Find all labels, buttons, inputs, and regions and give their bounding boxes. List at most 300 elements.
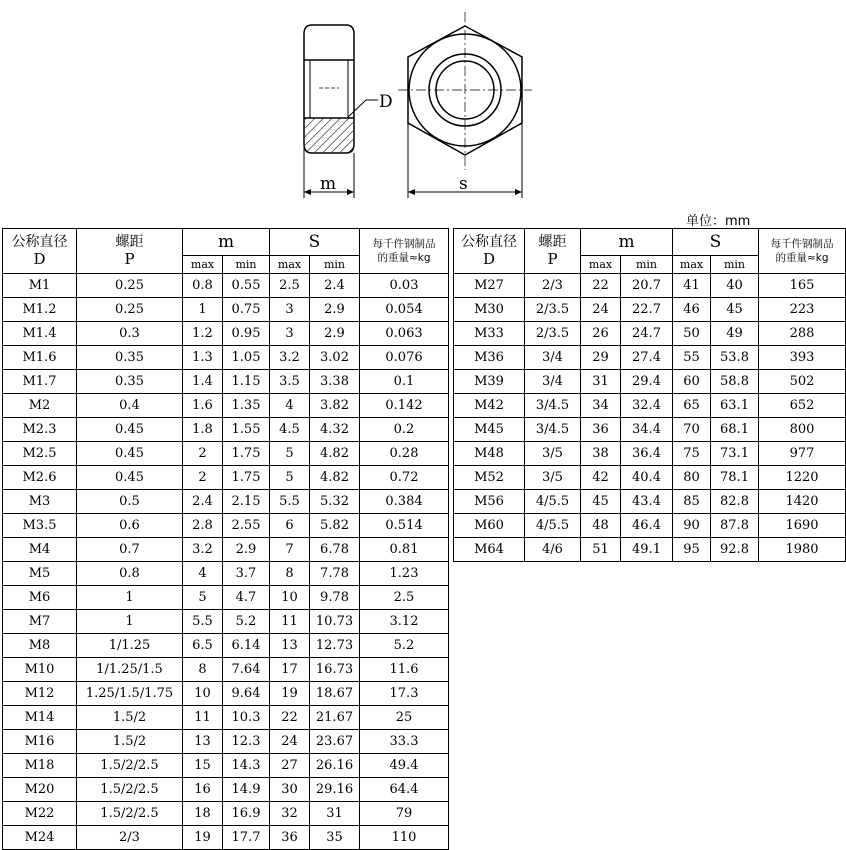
cell-s-min: 21.67 (310, 706, 360, 730)
cell-m-min: 14.3 (223, 754, 270, 778)
table-row (454, 490, 846, 514)
cell-s-min: 63.1 (711, 394, 759, 418)
cell-weight: 3.12 (360, 610, 449, 634)
cell-nominal: M2.3 (3, 418, 77, 442)
cell-s-min: 40 (711, 274, 759, 298)
cell-m-min: 12.3 (223, 730, 270, 754)
header-s-max: max (270, 256, 310, 274)
cell-pitch: 4/5.5 (525, 514, 581, 538)
cell-weight: 0.514 (360, 514, 449, 538)
table-row (454, 514, 846, 538)
cell-nominal: M22 (3, 802, 77, 826)
label-s: s (459, 174, 468, 194)
header-m-min: min (621, 256, 673, 274)
cell-m-min: 14.9 (223, 778, 270, 802)
spec-table-right (453, 228, 846, 562)
cell-m-max: 22 (581, 274, 621, 298)
table-row (3, 370, 449, 394)
cell-pitch: 1 (77, 586, 183, 610)
table-row (454, 394, 846, 418)
cell-s-max: 70 (673, 418, 711, 442)
cell-weight: 0.28 (360, 442, 449, 466)
cell-s-min: 35 (310, 826, 360, 850)
cell-m-min: 2.55 (223, 514, 270, 538)
cell-nominal: M6 (3, 586, 77, 610)
cell-m-max: 1.6 (183, 394, 223, 418)
cell-s-max: 17 (270, 658, 310, 682)
cell-s-min: 4.82 (310, 442, 360, 466)
table-row (454, 274, 846, 298)
cell-nominal: M1 (3, 274, 77, 298)
cell-pitch: 4/5.5 (525, 490, 581, 514)
cell-m-max: 38 (581, 442, 621, 466)
cell-pitch: 0.35 (77, 370, 183, 394)
table-row (3, 466, 449, 490)
table-row (454, 418, 846, 442)
header-m: m (183, 229, 270, 256)
hex-nut-drawing (0, 0, 846, 212)
table-row (3, 634, 449, 658)
cell-s-min: 18.67 (310, 682, 360, 706)
table-row (3, 610, 449, 634)
cell-pitch: 1/1.25/1.5 (77, 658, 183, 682)
cell-s-max: 5 (270, 442, 310, 466)
cell-m-min: 1.55 (223, 418, 270, 442)
cell-weight: 49.4 (360, 754, 449, 778)
cell-pitch: 0.35 (77, 346, 183, 370)
cell-m-max: 24 (581, 298, 621, 322)
cell-m-max: 29 (581, 346, 621, 370)
cell-nominal: M30 (454, 298, 525, 322)
cell-m-min: 17.7 (223, 826, 270, 850)
cell-m-max: 1.2 (183, 322, 223, 346)
table-row (454, 346, 846, 370)
cell-s-max: 50 (673, 322, 711, 346)
table-row (3, 682, 449, 706)
cell-m-max: 1 (183, 298, 223, 322)
nut-top-view (398, 12, 532, 198)
header-m-min: min (223, 256, 270, 274)
cell-nominal: M39 (454, 370, 525, 394)
cell-nominal: M20 (3, 778, 77, 802)
cell-nominal: M24 (3, 826, 77, 850)
cell-nominal: M60 (454, 514, 525, 538)
cell-s-max: 4 (270, 394, 310, 418)
cell-s-min: 92.8 (711, 538, 759, 562)
cell-m-max: 2 (183, 442, 223, 466)
header-weight: 每千件钢制品 的重量≈kg (360, 229, 449, 274)
cell-s-min: 5.32 (310, 490, 360, 514)
cell-m-min: 1.15 (223, 370, 270, 394)
cell-s-min: 78.1 (711, 466, 759, 490)
cell-s-max: 4.5 (270, 418, 310, 442)
cell-pitch: 0.6 (77, 514, 183, 538)
cell-m-min: 16.9 (223, 802, 270, 826)
cell-nominal: M7 (3, 610, 77, 634)
cell-m-min: 7.64 (223, 658, 270, 682)
header-m: m (581, 229, 673, 256)
table-row (3, 562, 449, 586)
header-pitch: 螺距 P (77, 229, 183, 274)
cell-m-max: 2.4 (183, 490, 223, 514)
table-row (454, 442, 846, 466)
cell-pitch: 0.7 (77, 538, 183, 562)
cell-weight: 33.3 (360, 730, 449, 754)
cell-m-max: 8 (183, 658, 223, 682)
cell-s-min: 9.78 (310, 586, 360, 610)
cell-m-min: 27.4 (621, 346, 673, 370)
cell-m-min: 3.7 (223, 562, 270, 586)
spec-table-left (2, 228, 449, 850)
cell-m-max: 26 (581, 322, 621, 346)
table-row (3, 586, 449, 610)
cell-m-min: 22.7 (621, 298, 673, 322)
cell-nominal: M14 (3, 706, 77, 730)
cell-m-max: 1.3 (183, 346, 223, 370)
cell-m-min: 1.05 (223, 346, 270, 370)
cell-m-max: 36 (581, 418, 621, 442)
label-d: D (379, 92, 393, 112)
cell-s-min: 5.82 (310, 514, 360, 538)
cell-s-min: 23.67 (310, 730, 360, 754)
cell-weight: 1220 (759, 466, 846, 490)
cell-m-min: 2.9 (223, 538, 270, 562)
table-row (3, 802, 449, 826)
cell-nominal: M16 (3, 730, 77, 754)
cell-s-max: 55 (673, 346, 711, 370)
cell-nominal: M1.2 (3, 298, 77, 322)
cell-nominal: M2 (3, 394, 77, 418)
cell-s-max: 11 (270, 610, 310, 634)
cell-nominal: M1.6 (3, 346, 77, 370)
cell-weight: 110 (360, 826, 449, 850)
cell-s-max: 46 (673, 298, 711, 322)
cell-weight: 800 (759, 418, 846, 442)
cell-pitch: 1/1.25 (77, 634, 183, 658)
cell-nominal: M48 (454, 442, 525, 466)
cell-m-min: 20.7 (621, 274, 673, 298)
cell-s-max: 95 (673, 538, 711, 562)
cell-pitch: 1.5/2 (77, 730, 183, 754)
cell-m-min: 10.3 (223, 706, 270, 730)
cell-nominal: M64 (454, 538, 525, 562)
cell-pitch: 1.5/2/2.5 (77, 802, 183, 826)
cell-m-max: 48 (581, 514, 621, 538)
cell-s-max: 80 (673, 466, 711, 490)
cell-m-max: 11 (183, 706, 223, 730)
cell-nominal: M1.4 (3, 322, 77, 346)
cell-s-min: 2.4 (310, 274, 360, 298)
cell-nominal: M2.5 (3, 442, 77, 466)
table-row (3, 346, 449, 370)
cell-s-max: 3 (270, 322, 310, 346)
cell-pitch: 0.3 (77, 322, 183, 346)
cell-nominal: M8 (3, 634, 77, 658)
cell-s-min: 4.82 (310, 466, 360, 490)
table-row (3, 394, 449, 418)
cell-m-max: 4 (183, 562, 223, 586)
table-row (3, 730, 449, 754)
cell-nominal: M42 (454, 394, 525, 418)
cell-s-min: 58.8 (711, 370, 759, 394)
header-s: S (673, 229, 759, 256)
cell-s-min: 2.9 (310, 298, 360, 322)
cell-s-max: 19 (270, 682, 310, 706)
cell-s-max: 8 (270, 562, 310, 586)
cell-m-max: 0.8 (183, 274, 223, 298)
cell-s-max: 27 (270, 754, 310, 778)
cell-s-max: 24 (270, 730, 310, 754)
cell-s-max: 13 (270, 634, 310, 658)
cell-m-max: 13 (183, 730, 223, 754)
cell-s-max: 6 (270, 514, 310, 538)
cell-s-min: 2.9 (310, 322, 360, 346)
cell-s-min: 53.8 (711, 346, 759, 370)
cell-nominal: M12 (3, 682, 77, 706)
cell-s-min: 68.1 (711, 418, 759, 442)
header-m-max: max (183, 256, 223, 274)
cell-nominal: M3 (3, 490, 77, 514)
cell-m-max: 1.8 (183, 418, 223, 442)
cell-m-max: 18 (183, 802, 223, 826)
cell-s-max: 5 (270, 466, 310, 490)
cell-m-min: 1.75 (223, 442, 270, 466)
cell-m-max: 1.4 (183, 370, 223, 394)
cell-m-min: 9.64 (223, 682, 270, 706)
table-row (3, 514, 449, 538)
cell-pitch: 3/5 (525, 442, 581, 466)
cell-m-min: 36.4 (621, 442, 673, 466)
table-row (3, 778, 449, 802)
cell-s-min: 3.02 (310, 346, 360, 370)
cell-s-min: 82.8 (711, 490, 759, 514)
cell-s-min: 73.1 (711, 442, 759, 466)
header-s-min: min (711, 256, 759, 274)
table-row (3, 706, 449, 730)
cell-weight: 1.23 (360, 562, 449, 586)
cell-nominal: M3.5 (3, 514, 77, 538)
cell-weight: 0.384 (360, 490, 449, 514)
cell-weight: 79 (360, 802, 449, 826)
cell-m-min: 46.4 (621, 514, 673, 538)
cell-s-min: 29.16 (310, 778, 360, 802)
cell-pitch: 1.25/1.5/1.75 (77, 682, 183, 706)
cell-weight: 0.063 (360, 322, 449, 346)
cell-m-max: 5.5 (183, 610, 223, 634)
cell-weight: 223 (759, 298, 846, 322)
cell-pitch: 1.5/2/2.5 (77, 778, 183, 802)
cell-pitch: 0.45 (77, 442, 183, 466)
label-m: m (320, 174, 337, 194)
cell-s-min: 16.73 (310, 658, 360, 682)
cell-pitch: 0.25 (77, 274, 183, 298)
cell-m-min: 5.2 (223, 610, 270, 634)
cell-pitch: 3/4 (525, 346, 581, 370)
cell-nominal: M27 (454, 274, 525, 298)
cell-m-max: 5 (183, 586, 223, 610)
cell-m-min: 32.4 (621, 394, 673, 418)
cell-s-max: 3.2 (270, 346, 310, 370)
cell-s-max: 90 (673, 514, 711, 538)
cell-m-min: 1.75 (223, 466, 270, 490)
cell-weight: 502 (759, 370, 846, 394)
cell-pitch: 0.5 (77, 490, 183, 514)
table-row (454, 370, 846, 394)
cell-m-min: 0.75 (223, 298, 270, 322)
cell-m-max: 45 (581, 490, 621, 514)
cell-s-max: 75 (673, 442, 711, 466)
table-row (454, 322, 846, 346)
cell-m-min: 49.1 (621, 538, 673, 562)
cell-nominal: M18 (3, 754, 77, 778)
cell-nominal: M5 (3, 562, 77, 586)
cell-weight: 165 (759, 274, 846, 298)
cell-m-max: 10 (183, 682, 223, 706)
header-s-min: min (310, 256, 360, 274)
header-weight: 每千件钢制品 的重量≈kg (759, 229, 846, 274)
header-m-max: max (581, 256, 621, 274)
cell-pitch: 4/6 (525, 538, 581, 562)
cell-s-min: 45 (711, 298, 759, 322)
cell-m-min: 34.4 (621, 418, 673, 442)
table-row (3, 538, 449, 562)
cell-weight: 288 (759, 322, 846, 346)
cell-s-min: 3.82 (310, 394, 360, 418)
header-s-max: max (673, 256, 711, 274)
cell-pitch: 0.4 (77, 394, 183, 418)
cell-pitch: 2/3.5 (525, 298, 581, 322)
cell-m-min: 43.4 (621, 490, 673, 514)
cell-nominal: M56 (454, 490, 525, 514)
cell-pitch: 2/3 (77, 826, 183, 850)
cell-weight: 0.076 (360, 346, 449, 370)
cell-pitch: 1.5/2/2.5 (77, 754, 183, 778)
table-row (3, 274, 449, 298)
cell-m-max: 16 (183, 778, 223, 802)
cell-m-min: 6.14 (223, 634, 270, 658)
cell-pitch: 0.45 (77, 466, 183, 490)
cell-s-max: 36 (270, 826, 310, 850)
cell-pitch: 1.5/2 (77, 706, 183, 730)
cell-nominal: M10 (3, 658, 77, 682)
cell-pitch: 3/4 (525, 370, 581, 394)
cell-pitch: 2/3 (525, 274, 581, 298)
cell-nominal: M45 (454, 418, 525, 442)
cell-weight: 0.03 (360, 274, 449, 298)
cell-s-max: 5.5 (270, 490, 310, 514)
cell-pitch: 0.25 (77, 298, 183, 322)
unit-label: 单位：mm (686, 214, 751, 229)
cell-weight: 652 (759, 394, 846, 418)
cell-pitch: 1 (77, 610, 183, 634)
cell-s-min: 4.32 (310, 418, 360, 442)
cell-nominal: M4 (3, 538, 77, 562)
cell-s-max: 3 (270, 298, 310, 322)
cell-s-min: 10.73 (310, 610, 360, 634)
cell-m-min: 0.95 (223, 322, 270, 346)
cell-weight: 1420 (759, 490, 846, 514)
table-row (3, 442, 449, 466)
cell-s-min: 3.38 (310, 370, 360, 394)
header-nominal: 公称直径 D (3, 229, 77, 274)
cell-s-max: 22 (270, 706, 310, 730)
cell-pitch: 0.8 (77, 562, 183, 586)
cell-s-min: 6.78 (310, 538, 360, 562)
cell-s-max: 85 (673, 490, 711, 514)
cell-pitch: 3/5 (525, 466, 581, 490)
cell-m-min: 1.35 (223, 394, 270, 418)
cell-weight: 1690 (759, 514, 846, 538)
cell-m-max: 2 (183, 466, 223, 490)
cell-m-min: 29.4 (621, 370, 673, 394)
cell-s-max: 41 (673, 274, 711, 298)
cell-s-min: 49 (711, 322, 759, 346)
cell-weight: 5.2 (360, 634, 449, 658)
cell-weight: 977 (759, 442, 846, 466)
cell-m-min: 2.15 (223, 490, 270, 514)
cell-m-min: 4.7 (223, 586, 270, 610)
cell-weight: 25 (360, 706, 449, 730)
cell-m-max: 19 (183, 826, 223, 850)
table-row (3, 658, 449, 682)
cell-nominal: M36 (454, 346, 525, 370)
cell-weight: 0.142 (360, 394, 449, 418)
cell-s-min: 31 (310, 802, 360, 826)
nut-side-view (304, 25, 378, 198)
table-row (3, 826, 449, 850)
cell-nominal: M33 (454, 322, 525, 346)
header-nominal: 公称直径 D (454, 229, 525, 274)
cell-m-max: 34 (581, 394, 621, 418)
cell-weight: 0.72 (360, 466, 449, 490)
cell-m-max: 42 (581, 466, 621, 490)
cell-s-max: 32 (270, 802, 310, 826)
cell-m-min: 24.7 (621, 322, 673, 346)
cell-m-max: 6.5 (183, 634, 223, 658)
cell-weight: 11.6 (360, 658, 449, 682)
cell-m-max: 31 (581, 370, 621, 394)
table-row (3, 754, 449, 778)
cell-m-min: 0.55 (223, 274, 270, 298)
cell-weight: 2.5 (360, 586, 449, 610)
cell-weight: 0.1 (360, 370, 449, 394)
table-body (454, 229, 846, 562)
table-row (454, 538, 846, 562)
cell-m-max: 51 (581, 538, 621, 562)
table-row (454, 466, 846, 490)
cell-pitch: 2/3.5 (525, 322, 581, 346)
cell-pitch: 3/4.5 (525, 394, 581, 418)
cell-pitch: 0.45 (77, 418, 183, 442)
cell-m-max: 2.8 (183, 514, 223, 538)
cell-s-max: 60 (673, 370, 711, 394)
cell-weight: 0.81 (360, 538, 449, 562)
cell-s-max: 10 (270, 586, 310, 610)
cell-weight: 1980 (759, 538, 846, 562)
cell-s-max: 30 (270, 778, 310, 802)
cell-m-max: 3.2 (183, 538, 223, 562)
cell-nominal: M1.7 (3, 370, 77, 394)
cell-m-min: 40.4 (621, 466, 673, 490)
header-pitch: 螺距 P (525, 229, 581, 274)
table-row (454, 298, 846, 322)
table-row (3, 322, 449, 346)
cell-nominal: M2.6 (3, 466, 77, 490)
cell-weight: 0.054 (360, 298, 449, 322)
table-body (3, 229, 449, 850)
cell-s-min: 87.8 (711, 514, 759, 538)
table-row (3, 490, 449, 514)
